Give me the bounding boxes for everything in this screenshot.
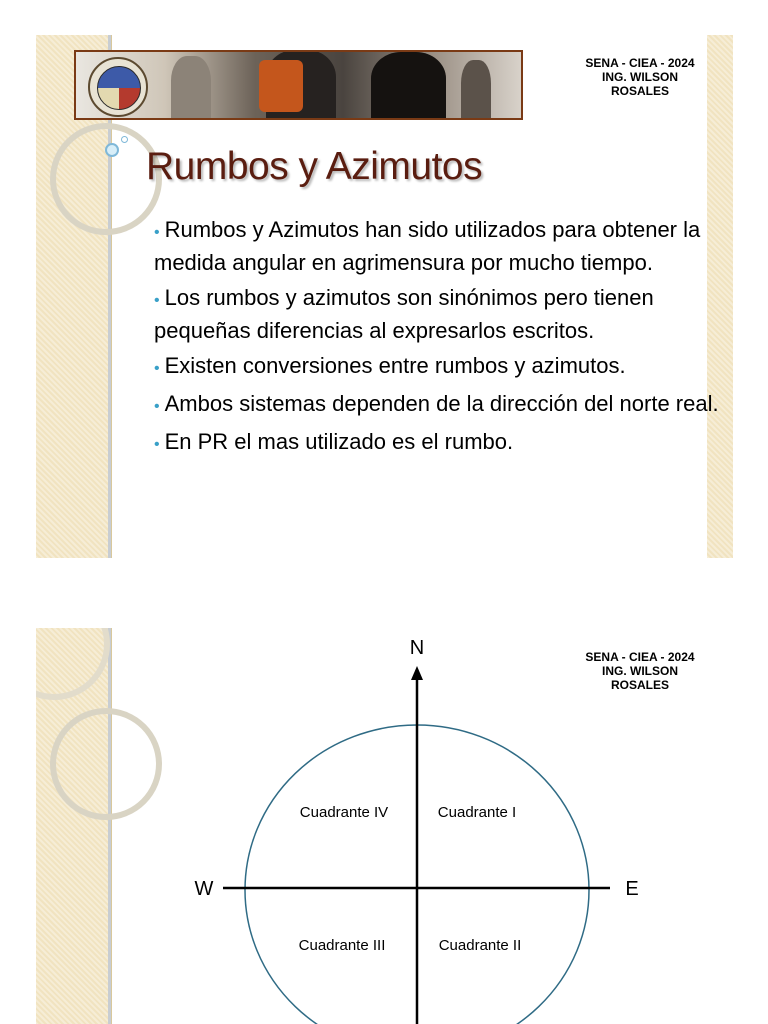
bubble-icon xyxy=(105,143,119,157)
bullet-item xyxy=(154,215,726,278)
equipment-case xyxy=(259,60,303,112)
credit-line: ROSALES xyxy=(610,678,669,692)
west-label: W xyxy=(194,878,214,900)
slide-rumbos-azimutos xyxy=(36,35,733,558)
author-credit xyxy=(560,56,720,98)
surveyor-figure xyxy=(371,52,446,118)
surveyor-figure xyxy=(171,56,211,118)
bullet-dot-icon: • xyxy=(154,292,160,309)
slide-title: Rumbos y Azimutos xyxy=(146,145,483,188)
north-arrow-icon xyxy=(411,666,423,680)
bullet-dot-icon: • xyxy=(154,224,160,241)
bullet-item xyxy=(154,283,726,346)
surveyor-figure xyxy=(461,60,491,118)
bullet-dot-icon: • xyxy=(154,398,160,415)
credit-line: SENA - CIEA - 2024 xyxy=(585,650,695,664)
bullet-text: Rumbos y Azimutos han sido utilizados para obtener la medida angular en agrimensura por mucho tiempo. xyxy=(154,217,701,275)
east-label: E xyxy=(625,878,639,900)
credit-line: SENA - CIEA - 2024 xyxy=(585,56,695,70)
bullet-text: Ambos sistemas dependen de la dirección del norte real. xyxy=(164,391,719,416)
bullet-list xyxy=(154,215,726,465)
quadrant-label: Cuadrante II xyxy=(438,937,522,954)
bullet-item xyxy=(154,351,726,384)
quadrant-label: Cuadrante III xyxy=(298,937,386,954)
credit-line: ING. WILSON xyxy=(602,664,678,678)
header-banner xyxy=(74,50,523,120)
credit-line: ING. WILSON xyxy=(602,70,678,84)
quadrant-label: Cuadrante I xyxy=(437,804,517,821)
institution-seal-icon xyxy=(88,57,148,117)
bullet-dot-icon: • xyxy=(154,436,160,453)
slide-quadrants xyxy=(36,628,733,1024)
bubble-icon xyxy=(121,136,128,143)
bullet-item xyxy=(154,427,726,460)
bullet-text: En PR el mas utilizado es el rumbo. xyxy=(164,429,514,454)
quadrant-label: Cuadrante IV xyxy=(299,804,389,821)
credit-line: ROSALES xyxy=(610,84,669,98)
compass-diagram xyxy=(36,628,733,1024)
bullet-item xyxy=(154,389,726,422)
bullet-text: Existen conversiones entre rumbos y azimutos. xyxy=(164,353,626,378)
north-label: N xyxy=(409,637,425,659)
bullet-dot-icon: • xyxy=(154,360,160,377)
bullet-text: Los rumbos y azimutos son sinónimos pero tienen pequeñas diferencias al expresarlos escritos. xyxy=(154,285,654,343)
